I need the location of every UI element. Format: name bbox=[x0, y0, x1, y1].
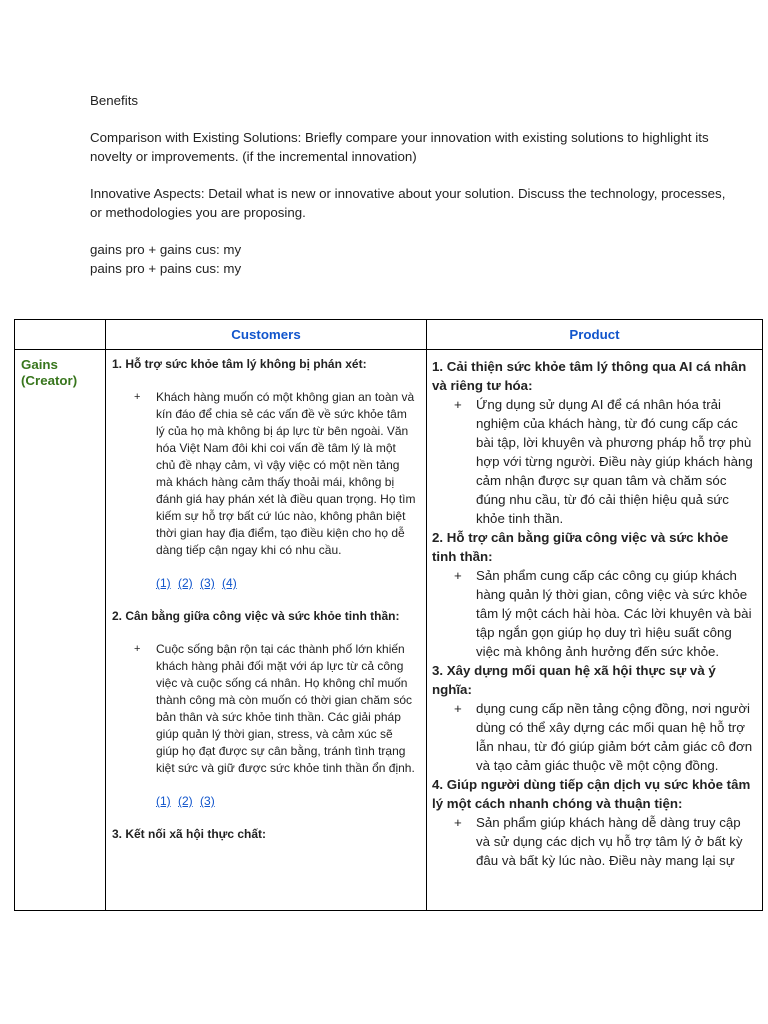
reference-link[interactable]: (2) bbox=[178, 794, 193, 808]
header-empty-cell bbox=[15, 320, 106, 350]
product-bullet-2-text: Sản phẩm cung cấp các công cụ giúp khách hàng quản lý thời gian, công việc và sức khỏe tâm lý một cách hài hòa. Các lời khuyên và bài tập ngắn gọn giúp họ duy trì hiệu suất công việc mà không ảnh hưởng đến sức khỏe. bbox=[476, 568, 752, 659]
product-bullet-1 bbox=[432, 395, 756, 528]
table-header-row bbox=[15, 320, 763, 350]
gains-row bbox=[15, 350, 763, 911]
row-label-gains-creator: Gains (Creator) bbox=[15, 350, 106, 911]
comparison-paragraph: Comparison with Existing Solutions: Briefly compare your innovation with existing solutions to highlight its novelty or improvements. (if the incremental innovation) bbox=[90, 130, 709, 164]
customers-links-2 bbox=[156, 793, 418, 810]
reference-link[interactable]: (1) bbox=[156, 794, 171, 808]
product-cell bbox=[427, 350, 763, 911]
customers-bullet-2-text: Cuộc sống bận rộn tại các thành phố lớn khiến khách hàng phải đối mặt với áp lực từ cả công việc và cuộc sống cá nhân. Họ không chỉ muốn thành công mà còn muốn có thời gian chăm sóc bản thân và sức khỏe tinh thần. Các giải pháp giúp quản lý thời gian, stress, và cảm xúc sẽ giúp họ đạt được sự cân bằng, tránh tình trạng kiệt sức và giữ được sức khỏe tinh thần ổn định. bbox=[156, 642, 415, 775]
intro-section bbox=[90, 91, 730, 278]
product-heading-1: 1. Cải thiện sức khỏe tâm lý thông qua AI cá nhân và riêng tư hóa: bbox=[432, 359, 747, 393]
bullet-mark: + bbox=[134, 643, 141, 655]
customers-bullet-1 bbox=[112, 389, 418, 559]
customers-links-1 bbox=[156, 575, 418, 592]
bullet-mark: + bbox=[454, 815, 462, 830]
bullet-mark: + bbox=[454, 701, 462, 716]
product-bullet-3 bbox=[432, 699, 756, 775]
product-heading-2: 2. Hỗ trợ cân bằng giữa công việc và sức khỏe tinh thần: bbox=[432, 530, 729, 564]
customers-heading-3: 3. Kết nối xã hội thực chất: bbox=[112, 827, 267, 841]
customers-bullet-2 bbox=[112, 641, 418, 777]
bullet-mark: + bbox=[454, 397, 462, 412]
customers-heading-2: 2. Cân bằng giữa công việc và sức khỏe tinh thần: bbox=[112, 609, 400, 623]
product-heading-4: 4. Giúp người dùng tiếp cận dịch vụ sức khỏe tâm lý một cách nhanh chóng và thuận tiện: bbox=[432, 777, 751, 811]
reference-link[interactable]: (3) bbox=[200, 794, 215, 808]
header-customers: Customers bbox=[106, 320, 427, 350]
value-proposition-table bbox=[14, 319, 763, 911]
product-bullet-4 bbox=[432, 813, 756, 870]
gains-line: gains pro + gains cus: my bbox=[90, 242, 242, 257]
product-bullet-1-text: Ứng dụng sử dụng AI để cá nhân hóa trải nghiệm của khách hàng, từ đó cung cấp các bài tập, lời khuyên và phương pháp hỗ trợ phù hợp với từng người. Điều này giúp khách hàng cảm nhận được sự quan tâm và chăm sóc đúng nhu cầu, từ đó cải thiện hiệu quả sức khỏe tinh thần. bbox=[476, 397, 753, 526]
customers-heading-1: 1. Hỗ trợ sức khỏe tâm lý không bị phán xét: bbox=[112, 357, 367, 371]
header-product: Product bbox=[427, 320, 763, 350]
reference-link[interactable]: (2) bbox=[178, 576, 193, 590]
bullet-mark: + bbox=[454, 568, 462, 583]
benefits-heading: Benefits bbox=[90, 93, 139, 108]
reference-link[interactable]: (3) bbox=[200, 576, 215, 590]
pains-line: pains pro + pains cus: my bbox=[90, 261, 242, 276]
innovative-paragraph: Innovative Aspects: Detail what is new or innovative about your solution. Discuss the technology, processes, or methodologies you are proposing. bbox=[90, 186, 726, 220]
customers-cell bbox=[106, 350, 427, 911]
customers-bullet-1-text: Khách hàng muốn có một không gian an toàn và kín đáo để chia sẻ các vấn đề về sức khỏe tâm lý của họ mà không bị áp lực từ bên ngoài. Văn hóa Việt Nam đôi khi coi vấn đề tâm lý là một chủ đề nhạy cảm, vì vậy việc có một nền tảng mà khách hàng cảm thấy thoải mái, không bị đánh giá hay phán xét là điều quan trọng. Họ tìm kiếm sự hỗ trợ bất cứ lúc nào, không phân biệt thời gian hay địa điểm, tạo điều kiện cho họ dễ dàng tiếp cận ngay khi có nhu cầu. bbox=[156, 390, 416, 557]
bullet-mark: + bbox=[134, 391, 141, 403]
reference-link[interactable]: (4) bbox=[222, 576, 237, 590]
product-bullet-4-text: Sản phẩm giúp khách hàng dễ dàng truy cập và sử dụng các dịch vụ hỗ trợ tâm lý ở bất kỳ đâu và bất kỳ lúc nào. Điều này mang lại sự bbox=[476, 815, 743, 868]
product-bullet-2 bbox=[432, 566, 756, 661]
product-heading-3: 3. Xây dựng mối quan hệ xã hội thực sự và ý nghĩa: bbox=[432, 663, 716, 697]
reference-link[interactable]: (1) bbox=[156, 576, 171, 590]
product-bullet-3-text: dụng cung cấp nền tảng cộng đồng, nơi người dùng có thể xây dựng các mối quan hệ hỗ trợ lẫn nhau, từ đó giúp giảm bớt cảm giác cô đơn và tạo cảm giác thuộc về một cộng đồng. bbox=[476, 701, 753, 773]
